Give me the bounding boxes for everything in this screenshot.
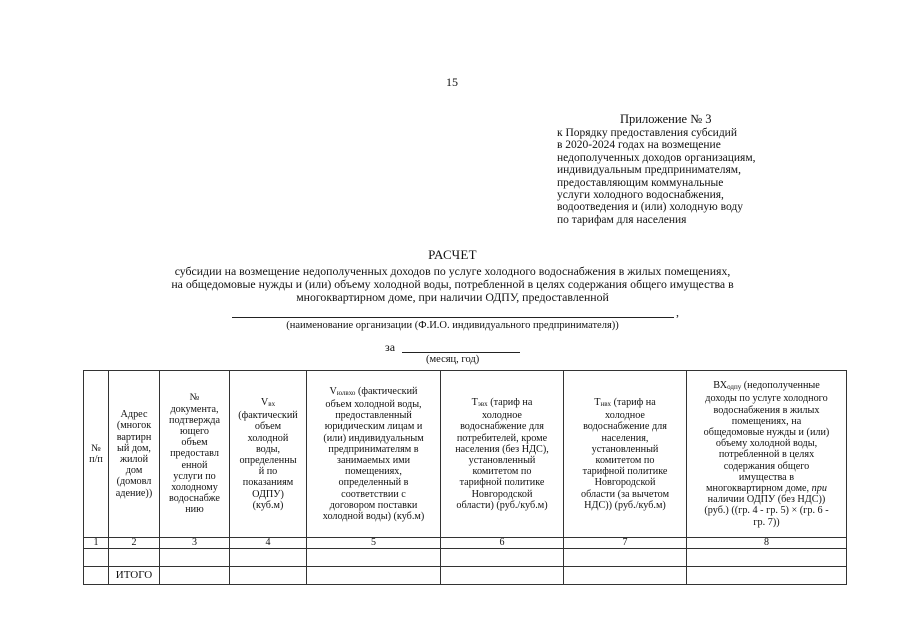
header-symbol: V: [329, 385, 337, 397]
header-line: (домовл: [116, 476, 152, 488]
table-cell: [441, 567, 564, 585]
period-caption: (месяц, год): [426, 354, 480, 365]
header-line: комитетом по: [595, 455, 655, 466]
column-number: 1: [84, 538, 109, 549]
header-line: установленный: [468, 455, 536, 466]
header-line: установленный: [591, 443, 659, 455]
header-symbol-line: [565, 397, 685, 410]
header-line: показаниям: [242, 477, 294, 489]
header-line: помещениях, на: [731, 415, 802, 427]
table-cell: [307, 549, 441, 567]
header-line: водоснабжение для: [460, 421, 544, 433]
header-line: комитетом по: [472, 466, 532, 478]
header-line: помещениях,: [345, 466, 402, 478]
header-line: соответствии с: [341, 488, 406, 500]
header-cell-number: [84, 371, 109, 538]
header-line: Адрес: [120, 409, 148, 421]
header-line: содержания общего: [723, 460, 810, 472]
header-line: [688, 483, 845, 494]
calculation-table: [83, 370, 847, 585]
header-line: холодное: [482, 410, 522, 422]
appendix-line: услуги холодного водоснабжения,: [557, 189, 724, 202]
period-label: за: [385, 340, 396, 354]
header-line: имущества в: [738, 471, 795, 483]
header-symbol-line: [442, 397, 562, 410]
column-number: 8: [687, 538, 847, 549]
header-line: (или) индивидуальным: [323, 432, 424, 444]
header-line: договором поставки: [329, 499, 418, 511]
table-row: [84, 549, 847, 567]
column-number: 7: [564, 538, 687, 549]
header-line: документа,: [170, 403, 219, 415]
header-line: холодной воды) (куб.м): [322, 511, 425, 523]
header-line: определенный в: [338, 477, 409, 489]
appendix-line: водоотведения и (или) холодную воду: [557, 201, 744, 214]
table-cell: [84, 567, 109, 585]
appendix-line: в 2020-2024 годах на возмещение: [557, 139, 721, 152]
header-line: населения,: [601, 432, 649, 444]
header-line: доходы по услуге холодного: [705, 393, 828, 405]
table-cell: [160, 549, 230, 567]
table-cell: [687, 567, 847, 585]
header-line: (фактический: [238, 410, 298, 422]
header-subscript: нвх: [600, 399, 612, 408]
header-symbol-line: [308, 386, 439, 399]
header-line: общедомовые нужды и (или): [703, 426, 830, 438]
total-label: ИТОГО: [109, 567, 160, 585]
header-line: №: [91, 442, 101, 454]
header-line: й по: [258, 466, 278, 478]
document-title: РАСЧЕТ: [428, 247, 477, 262]
header-subscript: юлвхо: [336, 388, 356, 397]
table-cell: [441, 549, 564, 567]
column-number: 2: [109, 538, 160, 549]
header-line: потребленной в целях: [718, 449, 815, 461]
table-cell: [564, 567, 687, 585]
header-line: подтвержда: [169, 414, 220, 426]
header-line: (куб.м): [252, 499, 284, 511]
organization-comma: ,: [676, 305, 679, 319]
header-line: НДС)) (руб./куб.м): [584, 499, 666, 511]
column-number-row: [84, 538, 847, 549]
table-cell: [160, 567, 230, 585]
header-line: холодному: [171, 482, 218, 493]
header-symbol-line: [231, 397, 305, 410]
table-cell: [307, 567, 441, 585]
appendix-line: индивидуальным предпринимателям,: [557, 164, 741, 177]
table-total-row: [84, 567, 847, 585]
header-line: объему холодной воды,: [715, 438, 818, 450]
organization-caption: (наименование организации (Ф.И.О. индивидуального предпринимателя)): [286, 320, 619, 331]
header-line: услуги по: [173, 470, 216, 482]
table-cell: [230, 567, 307, 585]
table-cell: [687, 549, 847, 567]
header-line-italic: при: [811, 483, 827, 494]
header-cell-tariff-population: [564, 371, 687, 538]
appendix-line: по тарифам для населения: [557, 213, 687, 226]
header-cell-legal-volume: [307, 371, 441, 538]
header-line: нию: [185, 504, 204, 516]
header-symbol: Т: [594, 396, 601, 408]
header-line: занимаемых ими: [336, 455, 411, 466]
header-line: тарифной политике: [459, 477, 545, 489]
header-cell-lost-income: [687, 371, 847, 538]
column-number: 3: [160, 538, 230, 549]
column-number: 6: [441, 538, 564, 549]
header-line: жилой: [119, 454, 149, 465]
header-line: ОДПУ): [252, 488, 284, 500]
header-line: населения (без НДС),: [455, 443, 549, 455]
header-line-suffix: (тариф на: [487, 396, 533, 408]
header-line-suffix: (тариф на: [611, 396, 656, 408]
header-line: адение)): [115, 487, 153, 499]
header-line: водоснабжение для: [583, 421, 667, 433]
header-line-text: многоквартирном доме,: [706, 483, 812, 494]
header-line: области) (руб./куб.м): [456, 499, 548, 511]
period-blank: [402, 340, 520, 353]
header-line: тарифной политике: [582, 466, 668, 478]
header-line: п/п: [89, 454, 103, 465]
appendix-line: к Порядку предоставления субсидий: [557, 127, 737, 139]
header-line: потребителей, кроме: [456, 432, 548, 444]
appendix-title: Приложение № 3: [620, 112, 712, 126]
table-header-row: [84, 371, 847, 538]
organization-name-blank: [232, 305, 674, 318]
appendix-text: [557, 127, 817, 226]
header-cell-volume: [230, 371, 307, 538]
header-line: Новгородской: [471, 488, 533, 500]
header-line: определенны: [239, 455, 297, 466]
header-symbol: Т: [471, 396, 478, 408]
header-symbol-line: [688, 380, 845, 393]
header-symbol: ВХ: [713, 380, 728, 392]
header-line: ющего: [180, 425, 209, 437]
header-subscript: вх: [268, 399, 276, 408]
table-cell: [230, 549, 307, 567]
appendix-line: недополученных доходов организациям,: [557, 151, 756, 164]
subtitle-line: многоквартирном доме, при наличии ОДПУ, предоставленной: [296, 289, 609, 304]
table-cell: [109, 549, 160, 567]
header-line: предпринимателям в: [328, 443, 419, 455]
header-line: объем: [254, 421, 282, 433]
header-line: наличии ОДПУ (без НДС)): [707, 494, 826, 506]
header-line: воды,: [255, 443, 281, 455]
header-line: гр. 7)): [753, 516, 780, 528]
header-line: объем: [181, 437, 208, 449]
subtitle-line: на общедомовые нужды и (или) объему холодной воды, потребленной в целях содержания общего имущества в: [171, 276, 734, 291]
page-number: 15: [446, 75, 458, 89]
header-subscript: одпу: [727, 383, 742, 392]
header-line: объем холодной воды,: [325, 398, 422, 410]
header-line: предоставленный: [335, 410, 412, 422]
header-line: Новгородской: [594, 477, 656, 489]
header-line: (руб.) ((гр. 4 - гр. 5) × (гр. 6 -: [704, 505, 829, 517]
header-line: юридическим лицам и: [324, 421, 423, 433]
header-line-suffix: (недополученные: [741, 380, 820, 392]
header-line: области (за вычетом: [580, 488, 670, 500]
header-cell-document: [160, 371, 230, 538]
subtitle-line: субсидии на возмещение недополученных доходов по услуге холодного водоснабжения в жилых помещениях,: [174, 264, 731, 278]
header-line: енной: [181, 459, 208, 471]
table-cell: [84, 549, 109, 567]
header-line: №: [189, 392, 200, 404]
column-number: 4: [230, 538, 307, 549]
header-line: холодное: [605, 410, 645, 422]
header-line: дом: [125, 465, 143, 477]
appendix-line: предоставляющим коммунальные: [557, 176, 724, 189]
header-line: водоснабжения в жилых: [713, 404, 820, 416]
header-symbol: V: [260, 396, 269, 408]
header-line: водоснабже: [169, 493, 220, 505]
column-number: 5: [307, 538, 441, 549]
header-cell-address: [109, 371, 160, 538]
header-line: (многок: [116, 420, 152, 432]
header-line: вартирн: [116, 431, 152, 443]
header-cell-tariff-consumers: [441, 371, 564, 538]
table-cell: [564, 549, 687, 567]
header-line: холодной: [247, 432, 289, 444]
document-subtitle: [100, 265, 805, 303]
header-line-suffix: (фактический: [355, 385, 418, 397]
header-line: предоставл: [170, 448, 219, 460]
header-subscript: эвх: [477, 399, 488, 408]
header-line: ый дом,: [117, 442, 151, 454]
